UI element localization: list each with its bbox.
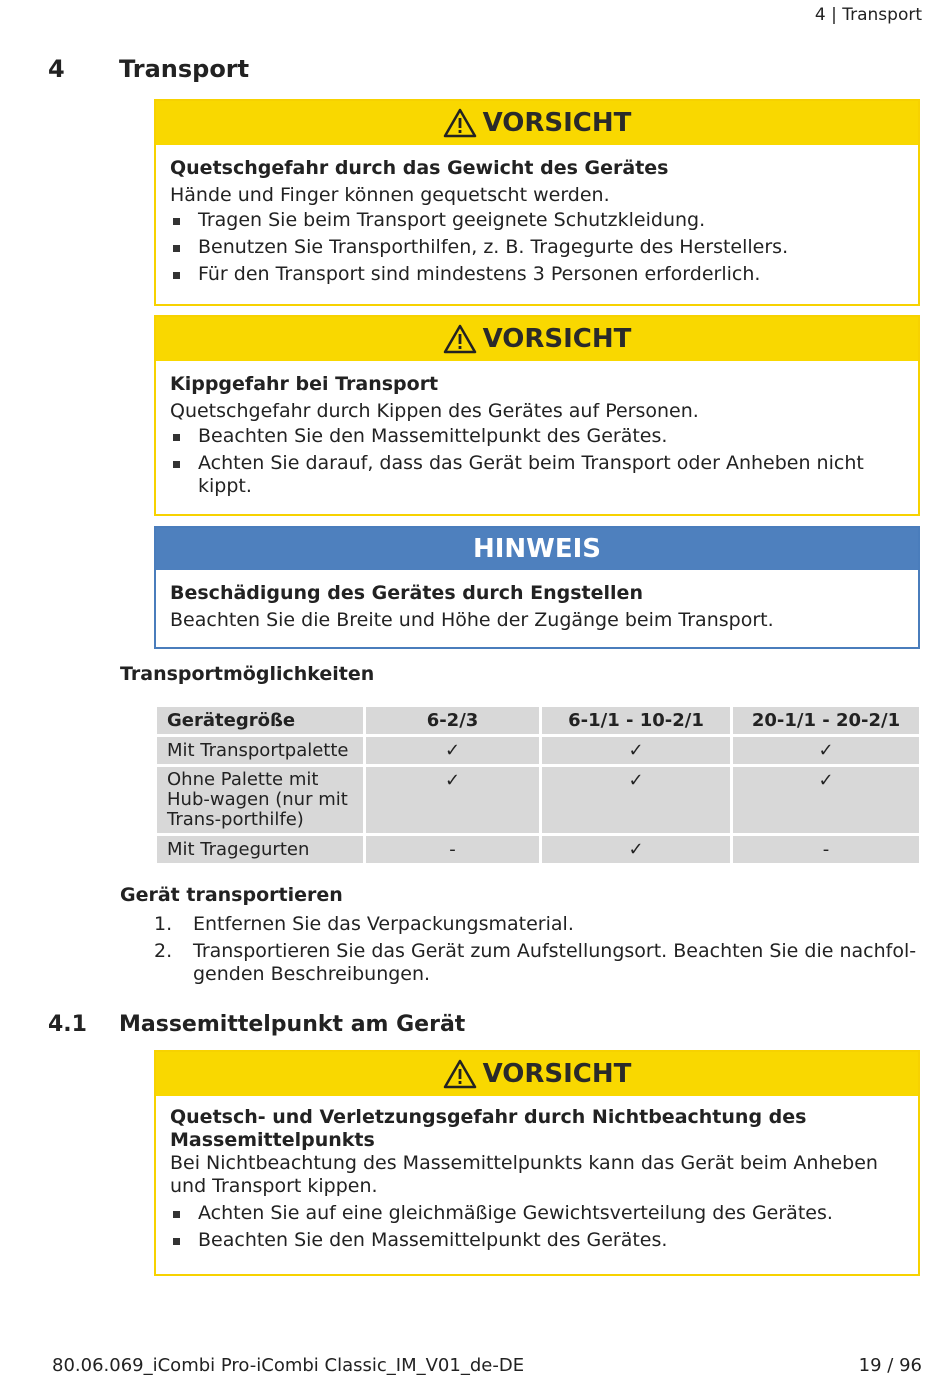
transport-steps-list [154, 913, 922, 990]
table-cell: ✓ [542, 737, 730, 764]
table-header-cell: 6-2/3 [366, 707, 539, 734]
warning-box-weight [154, 99, 920, 306]
warning-title: Quetsch- und Verletzungsgefahr durch Nichtbeachtung des Massemittelpunkts [170, 1106, 807, 1151]
warning-bullet: Achten Sie darauf, dass das Gerät beim Transport oder Anheben nicht kippt. [170, 452, 904, 498]
transport-steps-heading: Gerät transportieren [120, 884, 343, 906]
warning-text: Quetschgefahr durch Kippen des Gerätes auf Personen. [170, 400, 699, 422]
table-header-row [157, 707, 919, 734]
table-cell: ✓ [733, 737, 919, 764]
chapter-number: 4 [48, 55, 65, 83]
warning-triangle-icon [443, 108, 477, 138]
warning-text: Bei Nichtbeachtung des Massemittelpunkts kann das Gerät beim Anheben und Transport kippen. [170, 1152, 878, 1197]
warning-box-tipping [154, 315, 920, 516]
notice-header [156, 528, 918, 570]
table-header-cell: 20-1/1 - 20-2/1 [733, 707, 919, 734]
notice-text: Beachten Sie die Breite und Höhe der Zugänge beim Transport. [170, 609, 774, 631]
step-number: 2. [154, 940, 173, 962]
table-cell: ✓ [733, 767, 919, 833]
warning-bullet: Achten Sie auf eine gleichmäßige Gewichtsverteilung des Gerätes. [170, 1202, 904, 1225]
step-text: Entfernen Sie das Verpackungsmaterial. [193, 913, 574, 935]
table-row [157, 767, 919, 833]
table-cell: Ohne Palette mit Hub-wagen (nur mit Trans-porthilfe) [157, 767, 363, 833]
table-cell: Mit Tragegurten [157, 836, 363, 863]
warning-bullet: Beachten Sie den Massemittelpunkt des Gerätes. [170, 1229, 904, 1252]
warning-header [156, 101, 918, 145]
warning-text: Hände und Finger können gequetscht werden. [170, 184, 610, 206]
warning-bullet: Beachten Sie den Massemittelpunkt des Gerätes. [170, 425, 904, 448]
list-item [154, 940, 922, 986]
table-cell: - [733, 836, 919, 863]
running-header: 4 | Transport [814, 5, 922, 25]
notice-title: Beschädigung des Gerätes durch Engstellen [170, 582, 643, 604]
table-cell: Mit Transportpalette [157, 737, 363, 764]
section-number: 4.1 [48, 1012, 87, 1037]
footer-document-id: 80.06.069_iCombi Pro-iCombi Classic_IM_V01_de-DE [52, 1355, 525, 1376]
table-row [157, 836, 919, 863]
warning-header [156, 1052, 918, 1096]
table-header-cell: 6-1/1 - 10-2/1 [542, 707, 730, 734]
warning-title: Kippgefahr bei Transport [170, 373, 439, 395]
step-number: 1. [154, 913, 173, 935]
table-cell: ✓ [542, 836, 730, 863]
notice-box [154, 526, 920, 649]
warning-triangle-icon [443, 324, 477, 354]
warning-bullet: Für den Transport sind mindestens 3 Personen erforderlich. [170, 263, 904, 286]
table-cell: ✓ [366, 767, 539, 833]
section-title: Massemittelpunkt am Gerät [119, 1012, 466, 1037]
warning-triangle-icon [443, 1059, 477, 1089]
warning-label: VORSICHT [482, 324, 632, 354]
warning-header [156, 317, 918, 361]
transport-options-table [154, 704, 922, 866]
step-text: Transportieren Sie das Gerät zum Aufstellungsort. Beachten Sie die nachfol-genden Beschreibungen. [193, 940, 917, 985]
transport-options-heading: Transportmöglichkeiten [120, 663, 375, 685]
footer-page-number: 19 / 96 [858, 1355, 922, 1376]
table-cell: - [366, 836, 539, 863]
warning-label: VORSICHT [482, 108, 632, 138]
table-header-cell: Gerätegröße [157, 707, 363, 734]
warning-box-center-of-mass [154, 1050, 920, 1276]
table-cell: ✓ [542, 767, 730, 833]
warning-label: VORSICHT [482, 1059, 632, 1089]
warning-title: Quetschgefahr durch das Gewicht des Gerätes [170, 157, 669, 179]
chapter-title: Transport [119, 55, 250, 83]
list-item [154, 913, 922, 936]
warning-bullet: Benutzen Sie Transporthilfen, z. B. Tragegurte des Herstellers. [170, 236, 904, 259]
table-row [157, 737, 919, 764]
notice-label: HINWEIS [472, 534, 602, 564]
warning-bullet: Tragen Sie beim Transport geeignete Schutzkleidung. [170, 209, 904, 232]
table-cell: ✓ [366, 737, 539, 764]
